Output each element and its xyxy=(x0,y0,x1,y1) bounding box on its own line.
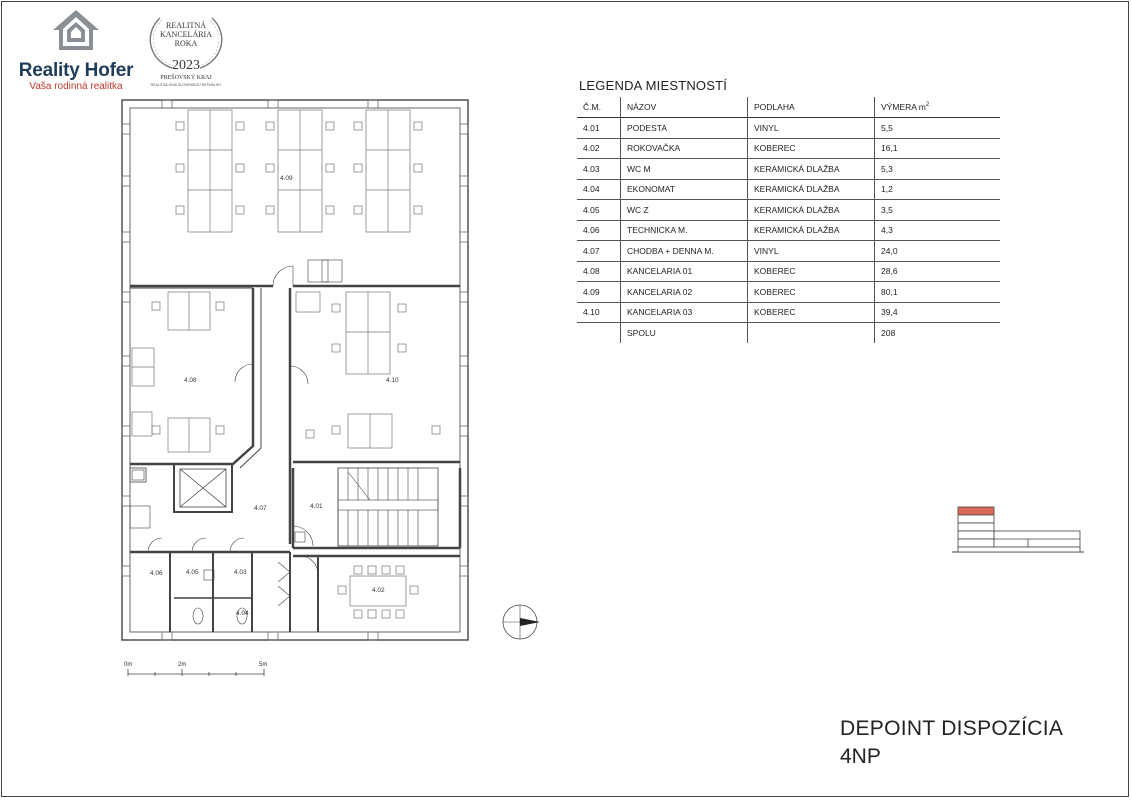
room-label-409: 4.09 xyxy=(280,175,293,182)
legend-header-area-sup: 2 xyxy=(925,102,930,109)
room-area: 5,3 xyxy=(875,159,1001,180)
table-row xyxy=(577,159,1000,180)
room-area: 16,1 xyxy=(875,138,1001,159)
award-line2: KANCELÁRIA xyxy=(160,30,212,39)
room-name: CHODBA + DENNA M. xyxy=(621,241,748,262)
room-area: 80,1 xyxy=(875,282,1001,303)
room-number: 4.03 xyxy=(577,159,621,180)
room-area: 4,3 xyxy=(875,220,1001,241)
legend-header-area-text: VÝMERA m xyxy=(881,102,926,112)
north-arrow-icon xyxy=(500,602,540,642)
room-number: 4.06 xyxy=(577,220,621,241)
room-name: EKONOMAT xyxy=(621,179,748,200)
room-label-402: 4.02 xyxy=(372,587,385,594)
award-badge xyxy=(146,8,226,90)
room-number: 4.02 xyxy=(577,138,621,159)
room-label-403: 4.03 xyxy=(234,569,247,576)
brand-name: Reality Hofer xyxy=(18,60,134,81)
room-floor: KERAMICKÁ DLAŽBA xyxy=(748,159,875,180)
room-label-406: 4.06 xyxy=(150,570,163,577)
room-name: WC Z xyxy=(621,200,748,221)
drawing-title: DEPOINT DISPOZÍCIA xyxy=(840,717,1064,740)
scale-label-5m: 5m xyxy=(259,662,268,668)
room-floor: KOBEREC xyxy=(748,261,875,282)
legend-total-row xyxy=(577,323,1000,343)
brand-block xyxy=(6,8,146,93)
room-label-401: 4.01 xyxy=(310,503,323,510)
table-row xyxy=(577,220,1000,241)
award-subtitle: REALITNÁ ÚNIA SLOVENSKEJ REPUBLIKY xyxy=(150,83,222,87)
room-number: 4.07 xyxy=(577,241,621,262)
scale-label-0m: 0m xyxy=(124,662,133,668)
room-floor: KERAMICKÁ DLAŽBA xyxy=(748,179,875,200)
room-area: 24,0 xyxy=(875,241,1001,262)
room-floor: VINYL xyxy=(748,118,875,139)
room-area: 28,6 xyxy=(875,261,1001,282)
table-row xyxy=(577,200,1000,221)
table-row xyxy=(577,179,1000,200)
room-label-405: 4.05 xyxy=(186,569,199,576)
room-floor: VINYL xyxy=(748,241,875,262)
floor-plan xyxy=(118,96,478,681)
room-number: 4.01 xyxy=(577,118,621,139)
room-number: 4.10 xyxy=(577,302,621,323)
room-name: ROKOVAČKA xyxy=(621,138,748,159)
legend-header-number: Č.M. xyxy=(577,97,621,118)
table-row xyxy=(577,302,1000,323)
room-floor: KOBEREC xyxy=(748,302,875,323)
legend-header-row xyxy=(577,97,1000,118)
legend-header-name: NÁZOV xyxy=(621,97,748,118)
scale-bar xyxy=(128,669,264,676)
room-number: 4.04 xyxy=(577,179,621,200)
room-legend-table xyxy=(577,97,1000,343)
room-number: 4.05 xyxy=(577,200,621,221)
table-row xyxy=(577,118,1000,139)
brand-tagline: Vaša rodinná realitka xyxy=(29,81,123,92)
legend-header-area xyxy=(875,97,1001,118)
room-floor: KERAMICKÁ DLAŽBA xyxy=(748,200,875,221)
award-line1: REALITNÁ xyxy=(166,21,206,30)
award-year: 2023 xyxy=(172,58,200,73)
room-number: 4.09 xyxy=(577,282,621,303)
building-key-plan xyxy=(952,504,1084,560)
house-logo-icon xyxy=(51,8,101,52)
room-label-410: 4.10 xyxy=(386,377,399,384)
room-floor: KERAMICKÁ DLAŽBA xyxy=(748,220,875,241)
table-row xyxy=(577,261,1000,282)
room-name: PODESTA xyxy=(621,118,748,139)
room-name: KANCELARIA 01 xyxy=(621,261,748,282)
room-name: TECHNICKA M. xyxy=(621,220,748,241)
room-area: 3,5 xyxy=(875,200,1001,221)
room-floor: KOBEREC xyxy=(748,138,875,159)
table-row xyxy=(577,138,1000,159)
table-row xyxy=(577,241,1000,262)
room-name: WC M xyxy=(621,159,748,180)
room-area: 1,2 xyxy=(875,179,1001,200)
room-area: 39,4 xyxy=(875,302,1001,323)
room-label-408: 4.08 xyxy=(184,377,197,384)
drawing-floor: 4NP xyxy=(840,745,881,768)
room-area: 5,5 xyxy=(875,118,1001,139)
room-label-407: 4.07 xyxy=(254,505,267,512)
room-name: KANCELARIA 03 xyxy=(621,302,748,323)
award-line3: ROKA xyxy=(174,39,198,48)
room-label-404: 4.04 xyxy=(236,610,249,617)
legend-title: LEGENDA MIESTNOSTÍ xyxy=(579,78,728,93)
room-number: 4.08 xyxy=(577,261,621,282)
room-floor: KOBEREC xyxy=(748,282,875,303)
scale-label-2m: 2m xyxy=(178,662,187,668)
table-row xyxy=(577,282,1000,303)
legend-header-floor: PODLAHA xyxy=(748,97,875,118)
legend-total-area: 208 xyxy=(875,323,1001,343)
room-name: KANCELARIA 02 xyxy=(621,282,748,303)
award-region: PREŠOVSKÝ KRAJ xyxy=(160,75,212,81)
legend-total-label: SPOLU xyxy=(621,323,748,343)
